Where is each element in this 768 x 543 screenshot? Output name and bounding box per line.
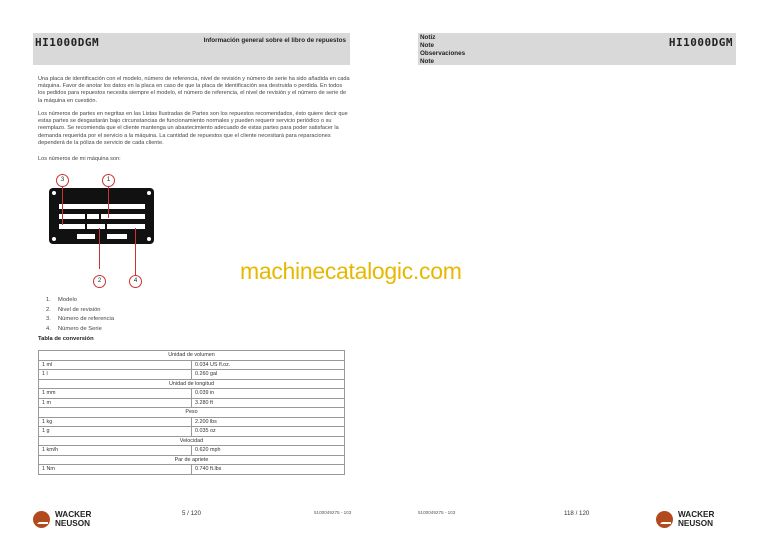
left-page: HI1000DGM Información general sobre el libro de repuestos Una placa de identificación con el modelo, número de referencia, nivel de revisión y número de serie ha sido añadida en cada máquina. Favor de anotar los datos en la placa en caso de que la placa de identificación sea destruida o perdida. En todos los pedidos para repuestos necesita siempre el modelo, el número de referencia, el nivel de revisión y el número de serie de la máquina en cuestión. Los números de partes en negritas en las Listas Ilustradas de Partes son los repuestos recomendados, ésto quiere decir que estas partes se desgastarán bajo circunstancias de funcionamiento normales y pueden requerir servicio periódico o su reemplazo. Se recomienda que el cliente mantenga un abastecimiento adecuado de estas partes para poder satisfacer la demanda requerida por el servicio a la máquina. La cantidad de repuestos que el cliente necesitará para reparaciones dependerá de la póliza de servicio de cada cliente. Los números de mi máquina son: 3 1 2 4 1. Modelo 2. Nivel de revisión 3. Número de referencia 4. Número de Serie Tabla de conversión Unidad de volumen 1 ml 0.034 US fl.oz. 1 l 0.260 gal Unidad de longitud 1 mm 0.039 in 1 m 3.280 ft Peso 1 kg 2.200 lbs 1 g 0.035 oz Velocidad 1 km/h 0.620 mph Par de apriete 1 Nm 0.740 ft.lbs WACKER NEUSON 5 / 120 5100049275 - 103 <box>0 0 384 543</box>
table-row: 1 km/h 0.620 mph <box>39 446 345 456</box>
brand-logo: HI1000DGM <box>668 36 733 49</box>
table-section-header: Par de apriete <box>39 455 345 465</box>
list-item: 1. Modelo <box>46 297 78 303</box>
wacker-neuson-icon <box>656 511 673 528</box>
table-section-header: Peso <box>39 408 345 418</box>
conversion-table-title: Tabla de conversión <box>38 336 94 342</box>
wacker-neuson-icon <box>33 511 50 528</box>
callout-2: 2 <box>93 275 106 288</box>
callout-1: 1 <box>102 174 115 187</box>
notes-heading: Notiz Note Observaciones Note <box>420 34 466 65</box>
brand-logo: HI1000DGM <box>35 36 100 49</box>
intro-paragraph: Una placa de identificación con el modelo, número de referencia, nivel de revisión y número de serie ha sido añadida en cada máquina. Favor de anotar los datos en la placa en caso de que la placa de identificación sea destruida o perdida. En todos los pedidos para repuestos necesita siempre el modelo, el número de referencia, el nivel de revisión y el número de serie de la máquina en cuestión. <box>38 76 350 104</box>
table-section-header: Velocidad <box>39 436 345 446</box>
callout-3: 3 <box>56 174 69 187</box>
right-page: Notiz Note Observaciones Note HI1000DGM 5100049275 - 103 118 / 120 WACKER NEUSON <box>384 0 768 543</box>
list-item: 4. Número de Serie <box>46 325 102 332</box>
table-section-header: Unidad de longitud <box>39 379 345 389</box>
table-row: 1 kg 2.200 lbs <box>39 417 345 427</box>
right-page-header <box>418 33 736 65</box>
callout-4: 4 <box>129 275 142 288</box>
conversion-table <box>38 350 345 475</box>
table-row: 1 mm 0.039 in <box>39 389 345 399</box>
list-item: 2. Nivel de revisión <box>46 306 101 313</box>
page-number: 5 / 120 <box>182 510 201 517</box>
left-page-header <box>33 33 350 65</box>
doc-number: 5100049275 - 103 <box>418 510 456 515</box>
page-number: 118 / 120 <box>564 510 590 517</box>
identification-plate-figure <box>44 173 164 288</box>
page-title: Información general sobre el libro de repuestos <box>203 37 346 44</box>
table-section-header: Unidad de volumen <box>39 351 345 361</box>
machine-numbers-label: Los números de mi máquina son: <box>38 156 121 162</box>
table-row: 1 ml 0.034 US fl.oz. <box>39 360 345 370</box>
plate-legend-list <box>46 297 114 335</box>
table-row: 1 m 3.280 ft <box>39 398 345 408</box>
table-row: 1 l 0.260 gal <box>39 370 345 380</box>
list-item: 3. Número de referencia <box>46 316 115 322</box>
table-row: 1 g 0.035 oz <box>39 427 345 437</box>
table-row: 1 Nm 0.740 ft.lbs <box>39 465 345 475</box>
watermark-text: machinecatalogic.com <box>240 258 462 284</box>
parts-paragraph: Los números de partes en negritas en las Listas Ilustradas de Partes son los repuestos recomendados, ésto quiere decir que estas partes se desgastarán bajo circunstancias de funcionamiento normales y pueden requerir servicio periódico o su reemplazo. Se recomienda que el cliente mantenga un abastecimiento adecuado de estas partes para poder satisfacer la demanda requerida por el servicio a la máquina. La cantidad de repuestos que el cliente necesitará para reparaciones dependerá de la póliza de servicio de cada cliente. <box>38 111 348 146</box>
doc-number: 5100049275 - 103 <box>314 510 352 515</box>
identification-plate <box>49 188 154 244</box>
